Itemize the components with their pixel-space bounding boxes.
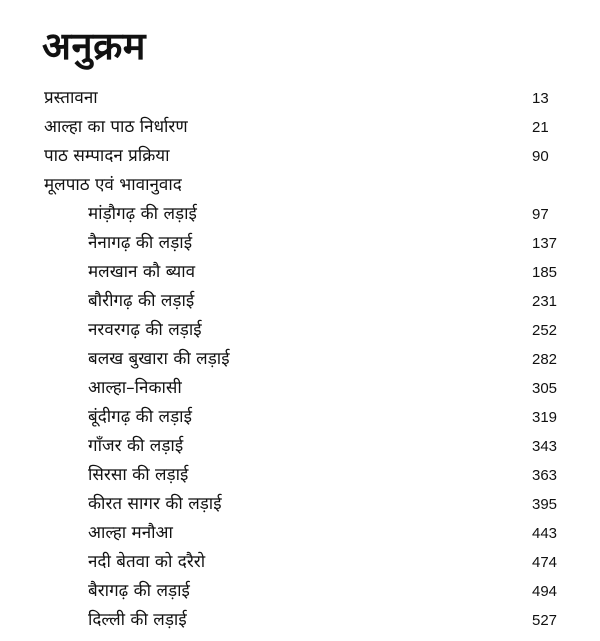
toc-entry-label: मूलपाठ एवं भावानुवाद: [44, 175, 182, 195]
toc-entry-page: 443: [532, 525, 558, 542]
toc-entry[interactable]: [0, 113, 600, 142]
toc-subentry[interactable]: [0, 200, 600, 229]
toc-subentry[interactable]: [0, 374, 600, 403]
toc-entry-page: 97: [532, 206, 549, 223]
toc-entry-label: बूंदीगढ़ की लड़ाई: [88, 407, 192, 427]
toc-entry-label: मांड़ौगढ़ की लड़ाई: [88, 204, 197, 224]
toc-entry-label: नदी बेतवा को दरैरो: [88, 552, 206, 572]
toc-subentry[interactable]: [0, 548, 600, 577]
toc-subentry[interactable]: [0, 287, 600, 316]
toc-entry-label: पाठ सम्पादन प्रक्रिया: [44, 146, 170, 166]
toc-entry-page: 363: [532, 467, 558, 484]
toc-entry-label: दिल्ली की लड़ाई: [88, 610, 187, 630]
toc-entry-label: बौरीगढ़ की लड़ाई: [88, 291, 195, 311]
toc-entry-label: मलखान कौ ब्याव: [88, 262, 196, 282]
toc-subentry[interactable]: [0, 519, 600, 548]
toc-entry-label: बलख बुखारा की लड़ाई: [88, 349, 230, 369]
toc-entry-page: 13: [532, 90, 549, 107]
toc-entry-label: आल्हा–निकासी: [88, 378, 182, 398]
toc-entry-label: नैनागढ़ की लड़ाई: [88, 233, 193, 253]
toc-entry-page: 282: [532, 351, 558, 368]
toc-subentry[interactable]: [0, 258, 600, 287]
toc-section-heading: [0, 171, 600, 200]
toc-entry-label: आल्हा मनौआ: [88, 523, 173, 543]
toc-subentry[interactable]: [0, 461, 600, 490]
toc-entry-label: सिरसा की लड़ाई: [88, 465, 189, 485]
table-of-contents: [0, 84, 600, 635]
toc-entry[interactable]: [0, 142, 600, 171]
toc-subentry[interactable]: [0, 490, 600, 519]
toc-entry-page: 305: [532, 380, 558, 397]
toc-entry-page: 474: [532, 554, 558, 571]
toc-entry-label: प्रस्तावना: [44, 88, 98, 108]
toc-entry-page: 395: [532, 496, 558, 513]
toc-entry-page: 185: [532, 264, 558, 281]
toc-entry-page: 231: [532, 293, 558, 310]
toc-entry-label: कीरत सागर की लड़ाई: [88, 494, 222, 514]
toc-entry-page: 21: [532, 119, 549, 136]
toc-subentry[interactable]: [0, 403, 600, 432]
toc-entry-page: 343: [532, 438, 558, 455]
toc-entry-label: गाँजर की लड़ाई: [88, 436, 184, 456]
toc-entry-page: 527: [532, 612, 558, 629]
toc-entry[interactable]: [0, 84, 600, 113]
toc-subentry[interactable]: [0, 606, 600, 635]
toc-entry-label: नरवरगढ़ की लड़ाई: [88, 320, 202, 340]
toc-entry-page: 252: [532, 322, 558, 339]
page-title: अनुक्रम: [42, 24, 147, 68]
toc-subentry[interactable]: [0, 316, 600, 345]
toc-entry-label: बैरागढ़ की लड़ाई: [88, 581, 190, 601]
toc-subentry[interactable]: [0, 345, 600, 374]
toc-subentry[interactable]: [0, 229, 600, 258]
toc-subentry[interactable]: [0, 432, 600, 461]
toc-entry-label: आल्हा का पाठ निर्धारण: [44, 117, 188, 137]
toc-entry-page: 319: [532, 409, 558, 426]
toc-entry-page: 90: [532, 148, 549, 165]
toc-subentry[interactable]: [0, 577, 600, 606]
toc-entry-page: 494: [532, 583, 558, 600]
toc-entry-page: 137: [532, 235, 558, 252]
